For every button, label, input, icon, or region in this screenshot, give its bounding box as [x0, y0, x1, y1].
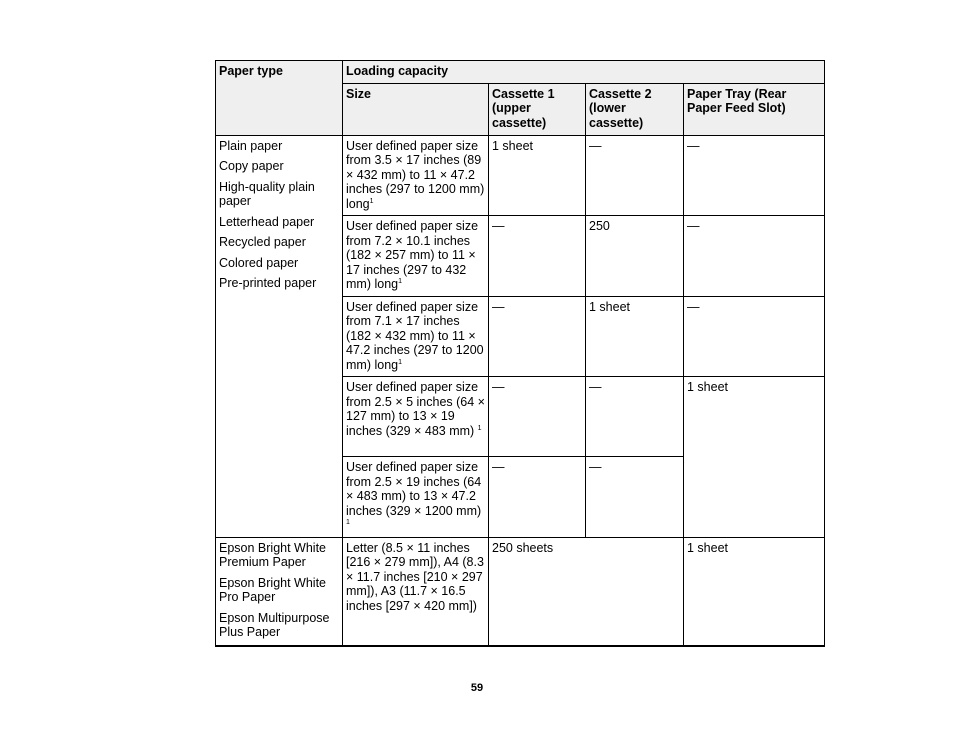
size-cell [343, 457, 489, 538]
cassette1-cell: — [489, 377, 586, 457]
paper-type-list-epson [216, 537, 343, 646]
cassette2-cell: 250 [586, 216, 684, 297]
cassette1-cell: — [489, 296, 586, 377]
size-text: User defined paper size from 2.5 × 19 inches (64 × 483 mm) to 13 × 47.2 inches (329 × 1200 mm) [346, 460, 482, 518]
cassette2-cell: — [586, 377, 684, 457]
header-cassette-1: Cassette 1 (upper cassette) [489, 83, 586, 135]
cassette2-cell: — [586, 135, 684, 216]
cassette2-cell: — [586, 457, 684, 538]
size-cell: Letter (8.5 × 11 inches [216 × 279 mm]), A4 (8.3 × 11.7 inches [210 × 297 mm]), A3 (11.7 × 16.5 inches [297 × 420 mm]) [343, 537, 489, 646]
paper-type-list-plain [216, 135, 343, 537]
cassette1-cell: 1 sheet [489, 135, 586, 216]
size-text: User defined paper size from 7.2 × 10.1 inches (182 × 257 mm) to 11 × 17 inches (297 to 432 mm) long [346, 219, 479, 291]
size-cell [343, 216, 489, 297]
page-number: 59 [470, 682, 484, 694]
paper-type-item: Copy paper [219, 159, 284, 173]
paper-type-item: Recycled paper [219, 235, 306, 249]
paper-type-item: Epson Multipurpose Plus Paper [219, 610, 330, 639]
header-size: Size [343, 83, 489, 135]
header-cassette-2: Cassette 2 (lower cassette) [586, 83, 684, 135]
cassette2-cell: 1 sheet [586, 296, 684, 377]
cassettes-cell: 250 sheets [489, 537, 684, 646]
rear-tray-cell: 1 sheet [684, 537, 825, 646]
paper-type-item: Pre-printed paper [219, 276, 317, 290]
table-header-row [216, 61, 825, 84]
rear-tray-cell: — [684, 296, 825, 377]
paper-type-item: Letterhead paper [219, 214, 315, 229]
paper-type-item: Plain paper [219, 138, 283, 153]
table-row [216, 537, 825, 646]
size-cell [343, 296, 489, 377]
paper-type-item: Epson Bright White Pro Paper [219, 575, 326, 604]
cassette1-cell: — [489, 216, 586, 297]
size-text: User defined paper size from 7.1 × 17 inches (182 × 432 mm) to 11 × 47.2 inches (297 to 1200 mm) long [346, 299, 484, 372]
cassette1-cell: — [489, 457, 586, 538]
footnote-marker: 1 [398, 358, 402, 366]
size-cell [343, 135, 489, 216]
size-text: User defined paper size from 3.5 × 17 inches (89 × 432 mm) to 11 × 47.2 inches (297 to 1200 mm) long [346, 138, 485, 211]
rear-tray-cell: — [684, 216, 825, 297]
header-loading-capacity: Loading capacity [343, 61, 825, 84]
rear-tray-cell: — [684, 135, 825, 216]
size-cell [343, 377, 489, 457]
paper-type-item: High-quality plain paper [219, 179, 315, 208]
table-row [216, 135, 825, 216]
footnote-marker: 1 [369, 197, 374, 205]
loading-capacity-table [215, 60, 825, 647]
footnote-marker: 1 [398, 277, 402, 285]
paper-type-item: Epson Bright White Premium Paper [219, 540, 326, 569]
header-rear-tray: Paper Tray (Rear Paper Feed Slot) [684, 83, 825, 135]
footnote-marker: 1 [477, 424, 482, 432]
paper-type-item: Colored paper [219, 255, 299, 270]
rear-tray-cell: 1 sheet [684, 377, 825, 538]
footnote-marker: 1 [346, 518, 350, 526]
size-text: User defined paper size from 2.5 × 5 inches (64 × 127 mm) to 13 × 19 inches (329 × 483 mm) [346, 380, 485, 438]
header-paper-type: Paper type [216, 61, 343, 136]
